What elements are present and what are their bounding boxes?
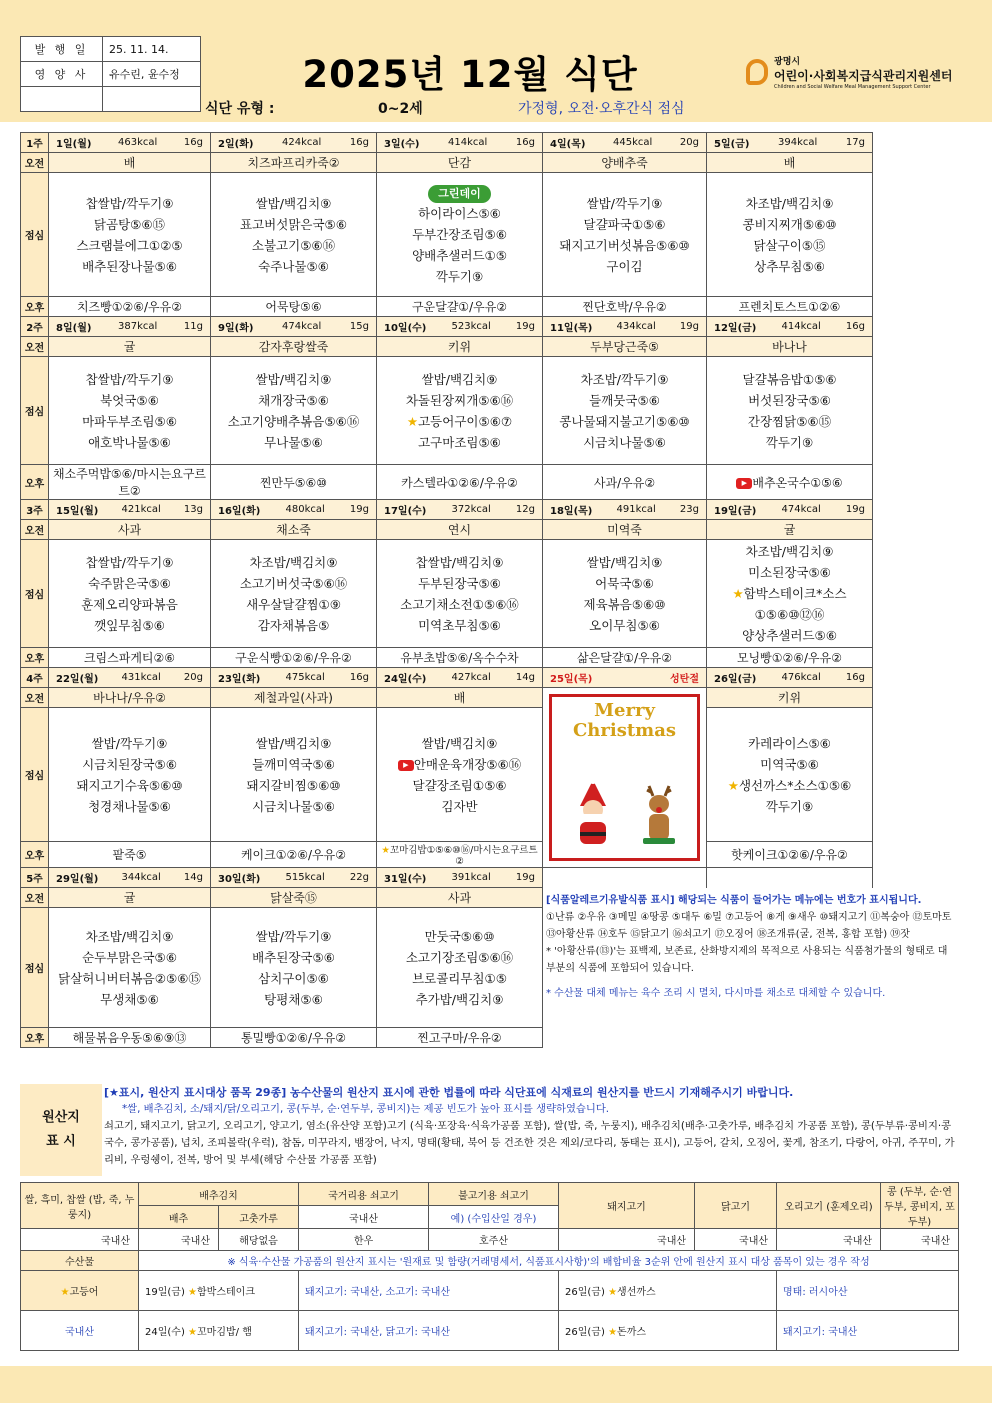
christmas-card bbox=[543, 688, 707, 868]
am-snack: 사과 bbox=[377, 888, 543, 908]
menu-item: 새우살달걀찜①⑨ bbox=[246, 596, 341, 612]
am-snack: 연시 bbox=[377, 520, 543, 540]
row-label-pm: 오후 bbox=[21, 842, 49, 868]
menu-item: 차조밥/백김치⑨ bbox=[745, 544, 834, 559]
menu-item: 달걀파국①⑤⑥ bbox=[583, 216, 666, 232]
day-date: 29일(월) bbox=[56, 874, 99, 885]
origin-label: 원산지 표 시 bbox=[20, 1084, 102, 1176]
menu-item: 배추된장국⑤⑥ bbox=[252, 949, 335, 965]
video-icon: ▶ bbox=[736, 478, 752, 489]
am-snack: 양배추죽 bbox=[543, 153, 707, 173]
reindeer-icon bbox=[639, 782, 679, 848]
publish-info bbox=[20, 36, 201, 112]
day-header bbox=[543, 133, 707, 153]
pm-snack: 팥죽⑤ bbox=[49, 842, 211, 868]
menu-item: 구이김 bbox=[606, 258, 643, 274]
center-logo: 광명시 어린이·사회복지급식관리지원센터 Children and Social Welfare Meal Management Support Center bbox=[746, 54, 952, 90]
menu-item: 하이라이스⑤⑥ bbox=[418, 206, 501, 221]
menu-item: 버섯된장국⑤⑥ bbox=[748, 392, 831, 408]
logo-icon bbox=[746, 59, 768, 85]
menu-item: 숙주맑은국⑤⑥ bbox=[88, 575, 171, 591]
menu-item: 소고기양배추볶음⑤⑥⑯ bbox=[227, 413, 360, 429]
menu-item: 닭살허니버터볶음②⑤⑥⑮ bbox=[58, 970, 201, 986]
star-icon: ★ bbox=[608, 1327, 618, 1338]
kcal: 480kcal bbox=[285, 504, 325, 515]
lunch-menu bbox=[49, 908, 211, 1028]
menu-item: 들깨뭇국⑤⑥ bbox=[589, 392, 660, 408]
row-label-lunch: 점심 bbox=[21, 173, 49, 297]
menu-item: 배추된장나물⑤⑥ bbox=[82, 258, 177, 274]
lunch-menu bbox=[543, 540, 707, 648]
am-snack: 키위 bbox=[377, 337, 543, 357]
nutritionist-label: 영 양 사 bbox=[21, 62, 103, 87]
menu-item: 돼지고기수육⑤⑥⑩ bbox=[76, 777, 183, 793]
menu-item: 쌀밥/깍두기⑨ bbox=[91, 735, 168, 751]
menu-item: 양상추샐러드⑤⑥ bbox=[742, 628, 837, 643]
protein: 16g bbox=[349, 137, 369, 148]
pub-date: 25. 11. 14. bbox=[103, 37, 201, 62]
menu-item: 찹쌀밥/깍두기⑨ bbox=[85, 554, 174, 570]
age-group: 0~2세 bbox=[378, 101, 423, 117]
pm-snack: ★꼬마김밥①⑤⑥⑩⑯/마시는요구르트② bbox=[377, 842, 543, 868]
star-icon: ★ bbox=[406, 413, 419, 429]
star-icon: ★ bbox=[60, 1287, 70, 1298]
menu-item: 달걀장조림①⑤⑥ bbox=[412, 777, 507, 793]
kcal: 387kcal bbox=[118, 321, 158, 332]
am-snack: 귤 bbox=[49, 888, 211, 908]
kcal: 431kcal bbox=[121, 672, 161, 683]
pm-snack: 찐만두⑤⑥⑩ bbox=[211, 465, 377, 500]
day-header bbox=[707, 317, 873, 337]
menu-item: 훈제오리양파볶음 bbox=[81, 596, 178, 612]
am-snack: 미역죽 bbox=[543, 520, 707, 540]
row-label-am: 오전 bbox=[21, 520, 49, 540]
week-label: 4주 bbox=[21, 668, 49, 688]
protein: 23g bbox=[679, 504, 699, 515]
row-label-pm: 오후 bbox=[21, 297, 49, 317]
week-label: 5주 bbox=[21, 868, 49, 888]
protein: 16g bbox=[845, 672, 865, 683]
menu-item: 만둣국⑤⑥⑩ bbox=[424, 928, 495, 944]
footer-band bbox=[0, 1366, 992, 1403]
lunch-menu bbox=[707, 540, 873, 648]
menu-item: 무생채⑤⑥ bbox=[100, 991, 159, 1007]
row-label-am: 오전 bbox=[21, 337, 49, 357]
menu-item: 시금치나물⑤⑥ bbox=[252, 798, 335, 814]
day-header bbox=[543, 668, 707, 688]
santa-icon bbox=[572, 778, 614, 848]
origin-table: 쌀, 흑미, 찹쌀 (밥, 죽, 누룽지) 배추김치 국거리용 쇠고기 불고기용 쇠고기 돼지고기 닭고기 오리고기 (훈제오리) 콩 (두부, 순·연두부, 콩비지, 포두부) 배추 고춧가루 국내산 예) (수입산일 경우) 국내산 국내산 해당없음 한우 호주산 국내산 국내산 국내산 국내산 수산물 ※ 식육·수산물 가공품의 원산지 표시는 '원재료 및 함량(거래명세서, 식품표시사항)'의 배합비율 3순위 안에 원산지 표시 대상 품목이 있는 경우 작성 ★고등어 19일(금) ★함박스테이크 돼지고기: 국내산, 소고기: 국내산 26일(금) ★생선까스 명태: 러시아산 국내산 24일(수) ★꼬마김밥/ 햄 돼지고기: 국내산, 닭고기: 국내산 26일(금) ★돈까스 돼지고기: 국내산 bbox=[20, 1182, 959, 1351]
kcal: 445kcal bbox=[613, 137, 653, 148]
lunch-menu bbox=[707, 173, 873, 297]
protein: 22g bbox=[349, 872, 369, 883]
menu-item: 찹쌀밥/깍두기⑨ bbox=[85, 371, 174, 387]
protein: 16g bbox=[845, 321, 865, 332]
menu-item: 쌀밥/백김치⑨ bbox=[255, 195, 332, 211]
lunch-menu bbox=[211, 540, 377, 648]
day-header bbox=[49, 668, 211, 688]
pm-snack: 핫케이크①②⑥/우유② bbox=[707, 842, 873, 868]
protein: 19g bbox=[349, 504, 369, 515]
menu-item: 시금치나물⑤⑥ bbox=[583, 434, 666, 450]
lunch-menu bbox=[49, 357, 211, 465]
menu-item: 미역국⑤⑥ bbox=[760, 756, 819, 772]
day-date: 15일(월) bbox=[56, 506, 99, 517]
lunch-menu bbox=[49, 173, 211, 297]
menu-item: 스크램블에그①②⑤ bbox=[76, 237, 183, 253]
day-date: 5일(금) bbox=[714, 139, 750, 150]
pm-snack: 채소주먹밥⑤⑥/마시는요구르트② bbox=[49, 465, 211, 500]
pm-snack: 카스텔라①②⑥/우유② bbox=[377, 465, 543, 500]
video-icon: ▶ bbox=[398, 760, 414, 771]
menu-item: 미소된장국⑤⑥ bbox=[748, 565, 831, 580]
menu-item: 쌀밥/백김치⑨ bbox=[421, 371, 498, 387]
day-date: 31일(수) bbox=[384, 874, 427, 885]
day-header bbox=[377, 500, 543, 520]
menu-item: 차조밥/백김치⑨ bbox=[249, 554, 338, 570]
menu-item: 두부된장국⑤⑥ bbox=[418, 575, 501, 591]
menu-item: 카레라이스⑤⑥ bbox=[748, 735, 831, 751]
menu-item: 닭살구이⑤⑮ bbox=[753, 237, 826, 253]
protein: 19g bbox=[515, 872, 535, 883]
day-date: 17일(수) bbox=[384, 506, 427, 517]
day-header bbox=[707, 668, 873, 688]
protein: 11g bbox=[183, 321, 203, 332]
am-snack: 사과 bbox=[49, 520, 211, 540]
menu-item: 시금치된장국⑤⑥ bbox=[82, 756, 177, 772]
diet-type-desc: 가정형, 오전·오후간식 점심 bbox=[518, 101, 685, 117]
am-snack: 감자후랑쌀죽 bbox=[211, 337, 377, 357]
menu-item: 순두부맑은국⑤⑥ bbox=[82, 949, 177, 965]
menu-item: 두부간장조림⑤⑥ bbox=[412, 227, 507, 242]
day-date: 9일(화) bbox=[218, 323, 254, 334]
menu-item: ▶ 안매운육개장⑤⑥⑯ bbox=[378, 754, 541, 775]
week-label: 2주 bbox=[21, 317, 49, 337]
protein: 14g bbox=[515, 672, 535, 683]
day-date: 18일(목) bbox=[550, 506, 593, 517]
kcal: 424kcal bbox=[282, 137, 322, 148]
day-header bbox=[49, 868, 211, 888]
pm-snack: 프렌치토스트①②⑥ bbox=[707, 297, 873, 317]
row-label-lunch: 점심 bbox=[21, 357, 49, 465]
lunch-menu bbox=[377, 173, 543, 297]
menu-item: 숙주나물⑤⑥ bbox=[258, 258, 329, 274]
kcal: 344kcal bbox=[121, 872, 161, 883]
am-snack: 배 bbox=[377, 688, 543, 708]
day-date: 11일(목) bbox=[550, 323, 593, 334]
menu-item: 깻잎무침⑤⑥ bbox=[94, 617, 165, 633]
day-header bbox=[543, 500, 707, 520]
menu-item: 콩나물돼지불고기⑤⑥⑩ bbox=[559, 413, 690, 429]
menu-item: 쌀밥/백김치⑨ bbox=[421, 735, 498, 751]
am-snack: 단감 bbox=[377, 153, 543, 173]
day-header bbox=[377, 317, 543, 337]
am-snack: 바나나/우유② bbox=[49, 688, 211, 708]
menu-item: 쌀밥/백김치⑨ bbox=[255, 371, 332, 387]
menu-item: 들깨미역국⑤⑥ bbox=[252, 756, 335, 772]
lunch-menu bbox=[707, 708, 873, 842]
menu-item: 마파두부조림⑤⑥ bbox=[82, 413, 177, 429]
lunch-menu bbox=[707, 357, 873, 465]
am-snack: 채소죽 bbox=[211, 520, 377, 540]
protein: 14g bbox=[183, 872, 203, 883]
lunch-menu bbox=[377, 357, 543, 465]
star-icon: ★ bbox=[732, 586, 744, 601]
menu-item: 돼지고기버섯볶음⑤⑥⑩ bbox=[559, 237, 690, 253]
kcal: 463kcal bbox=[118, 137, 158, 148]
kcal: 475kcal bbox=[285, 672, 325, 683]
day-header bbox=[211, 133, 377, 153]
holiday-label: 성탄절 bbox=[670, 674, 699, 685]
kcal: 523kcal bbox=[451, 321, 491, 332]
origin-notice: [★표시, 원산지 표시대상 품목 29종] 농수산물의 원산지 표시에 관한 법률에 따라 식단표에 식재료의 원산지를 반드시 기재해주시기 바랍니다. *쌀, 배추김치, 소/돼지/닭/오리고기, 콩(두부, 순·연두부, 콩비지)는 제공 빈도가 높아 표시를 생략하였습니다. 쇠고기, 돼지고기, 닭고기, 오리고기, 양고기, 염소(유산양 포함)고기 (식육·포장육·식육가공품 포함), 쌀(밥, 죽, 누룽지), 배추김치(배추·고춧가루, 배추김치 가공품 포함), 콩(두부류·콩비지·콩국수, 콩가공품), 넙치, 조피볼락(우럭), 참돔, 미꾸라지, 뱀장어, 낙지, 명태(황태, 북어 등 건조한 것은 제외/코다리, 동태는 표시), 고등어, 갈치, 오징어, 꽃게, 참조기, 다랑어, 아귀, 주꾸미, 가리비, 우렁쉥이, 전복, 방어 및 부세(해당 수산물 가공품 포함) bbox=[104, 1086, 955, 1166]
day-date: 19일(금) bbox=[714, 506, 757, 517]
day-header bbox=[211, 868, 377, 888]
kcal: 414kcal bbox=[781, 321, 821, 332]
menu-item: 쌀밥/깍두기⑨ bbox=[586, 195, 663, 211]
menu-item: ★생선까스*소스①⑤⑥ bbox=[727, 777, 852, 793]
row-label-pm: 오후 bbox=[21, 465, 49, 500]
protein: 13g bbox=[183, 504, 203, 515]
menu-item: 닭곰탕⑤⑥⑮ bbox=[93, 216, 166, 232]
lunch-menu bbox=[49, 540, 211, 648]
menu-item: 소불고기⑤⑥⑯ bbox=[251, 237, 336, 253]
day-date: 12일(금) bbox=[714, 323, 757, 334]
lunch-menu bbox=[211, 708, 377, 842]
menu-item: 달걀볶음밥①⑤⑥ bbox=[742, 371, 837, 387]
pm-snack: 찐고구마/우유② bbox=[377, 1028, 543, 1048]
pm-snack: 유부초밥⑤⑥/옥수수차 bbox=[377, 648, 543, 668]
am-snack: 치즈파프리카죽② bbox=[211, 153, 377, 173]
menu-item: 감자채볶음⑤ bbox=[257, 617, 330, 633]
day-header bbox=[211, 500, 377, 520]
menu-item: ★고등어구이⑤⑥⑦ bbox=[406, 413, 513, 429]
kcal: 372kcal bbox=[451, 504, 491, 515]
day-header bbox=[211, 668, 377, 688]
menu-item: 차조밥/깍두기⑨ bbox=[580, 371, 669, 387]
diet-type-label: 식단 유형 : bbox=[205, 101, 275, 117]
kcal: 491kcal bbox=[616, 504, 656, 515]
day-header bbox=[543, 317, 707, 337]
star-icon: ★ bbox=[188, 1287, 198, 1298]
menu-item: 채개장국⑤⑥ bbox=[258, 392, 329, 408]
menu-item: 찹쌀밥/백김치⑨ bbox=[415, 554, 504, 570]
kcal: 414kcal bbox=[448, 137, 488, 148]
am-snack: 귤 bbox=[49, 337, 211, 357]
menu-item: 추가밥/백김치⑨ bbox=[415, 991, 504, 1007]
protein: 19g bbox=[845, 504, 865, 515]
lunch-menu bbox=[377, 908, 543, 1028]
menu-item: 차돌된장찌개⑤⑥⑯ bbox=[405, 392, 514, 408]
day-header bbox=[211, 317, 377, 337]
menu-item: 쌀밥/백김치⑨ bbox=[586, 554, 663, 570]
day-date: 23일(화) bbox=[218, 674, 261, 685]
day-date: 4일(목) bbox=[550, 139, 586, 150]
row-label-am: 오전 bbox=[21, 153, 49, 173]
am-snack: 두부당근죽⑤ bbox=[543, 337, 707, 357]
menu-item: 깍두기⑨ bbox=[435, 269, 484, 284]
menu-item: 무나물⑤⑥ bbox=[264, 434, 323, 450]
kcal: 474kcal bbox=[781, 504, 821, 515]
menu-item: 쌀밥/깍두기⑨ bbox=[255, 928, 332, 944]
day-date: 22일(월) bbox=[56, 674, 99, 685]
star-icon: ★ bbox=[608, 1287, 618, 1298]
star-icon: ★ bbox=[381, 845, 390, 856]
menu-item: 제육볶음⑤⑥⑩ bbox=[583, 596, 666, 612]
menu-item: 김자반 bbox=[441, 798, 478, 814]
pm-snack: 삶은달걀①/우유② bbox=[543, 648, 707, 668]
lunch-menu bbox=[211, 173, 377, 297]
am-snack: 닭살죽⑮ bbox=[211, 888, 377, 908]
menu-item: ★함박스테이크*소스 bbox=[732, 586, 847, 601]
am-snack: 제철과일(사과) bbox=[211, 688, 377, 708]
green-day-badge: 그린데이 bbox=[428, 185, 491, 203]
week-label: 3주 bbox=[21, 500, 49, 520]
pm-snack: 치즈빵①②⑥/우유② bbox=[49, 297, 211, 317]
row-label-pm: 오후 bbox=[21, 1028, 49, 1048]
protein: 16g bbox=[349, 672, 369, 683]
protein: 12g bbox=[515, 504, 535, 515]
menu-item: 어묵국⑤⑥ bbox=[595, 575, 654, 591]
lunch-menu bbox=[377, 708, 543, 842]
row-label-am: 오전 bbox=[21, 888, 49, 908]
menu-item: 찹쌀밥/깍두기⑨ bbox=[85, 195, 174, 211]
pm-snack: 구운달걀①/우유② bbox=[377, 297, 543, 317]
pm-snack: 사과/우유② bbox=[543, 465, 707, 500]
kcal: 391kcal bbox=[451, 872, 491, 883]
day-header bbox=[377, 133, 543, 153]
kcal: 515kcal bbox=[285, 872, 325, 883]
pm-snack: 해물볶음우동⑤⑥⑨⑬ bbox=[49, 1028, 211, 1048]
day-header bbox=[707, 133, 873, 153]
menu-item: 양배추샐러드①⑤ bbox=[412, 248, 507, 263]
row-label-lunch: 점심 bbox=[21, 708, 49, 842]
menu-item: 삼치구이⑤⑥ bbox=[258, 970, 329, 986]
row-label-am: 오전 bbox=[21, 688, 49, 708]
menu-item: 표고버섯맑은국⑤⑥ bbox=[240, 216, 347, 232]
protein: 20g bbox=[679, 137, 699, 148]
lunch-menu bbox=[49, 708, 211, 842]
day-header bbox=[49, 500, 211, 520]
menu-item: 애호박나물⑤⑥ bbox=[88, 434, 171, 450]
menu-item: ①⑤⑥⑩⑫⑯ bbox=[754, 607, 825, 622]
kcal: 474kcal bbox=[282, 321, 322, 332]
menu-item: 깍두기⑨ bbox=[765, 434, 814, 450]
day-date: 8일(월) bbox=[56, 323, 92, 334]
row-label-pm: 오후 bbox=[21, 648, 49, 668]
day-header bbox=[377, 668, 543, 688]
menu-item: 소고기장조림⑤⑥⑯ bbox=[405, 949, 514, 965]
day-date: 16일(화) bbox=[218, 506, 261, 517]
pm-snack: ▶ 배추온국수①⑤⑥ bbox=[707, 465, 873, 500]
lunch-menu bbox=[211, 357, 377, 465]
menu-item: 깍두기⑨ bbox=[765, 798, 814, 814]
lunch-menu bbox=[377, 540, 543, 648]
day-date: 30일(화) bbox=[218, 874, 261, 885]
protein: 19g bbox=[679, 321, 699, 332]
pub-date-label: 발 행 일 bbox=[21, 37, 103, 62]
protein: 20g bbox=[183, 672, 203, 683]
menu-item: 탕평채⑤⑥ bbox=[264, 991, 323, 1007]
menu-item: 브로콜리무침①⑤ bbox=[412, 970, 507, 986]
pm-snack: 찐단호박/우유② bbox=[543, 297, 707, 317]
pm-snack: 어묵탕⑤⑥ bbox=[211, 297, 377, 317]
lunch-menu bbox=[211, 908, 377, 1028]
am-snack: 배 bbox=[49, 153, 211, 173]
day-date: 24일(수) bbox=[384, 674, 427, 685]
menu-item: 콩비지찌개⑤⑥⑩ bbox=[742, 216, 837, 232]
pm-snack: 구운식빵①②⑥/우유② bbox=[211, 648, 377, 668]
kcal: 427kcal bbox=[451, 672, 491, 683]
am-snack: 바나나 bbox=[707, 337, 873, 357]
menu-item: 소고기버섯국⑤⑥⑯ bbox=[239, 575, 348, 591]
menu-item: 청경채나물⑤⑥ bbox=[88, 798, 171, 814]
star-icon: ★ bbox=[727, 777, 739, 793]
menu-item: 돼지갈비찜⑤⑥⑩ bbox=[246, 777, 341, 793]
menu-item: 북엇국⑤⑥ bbox=[100, 392, 159, 408]
day-date: 1일(월) bbox=[56, 139, 92, 150]
page-title: 2025년 12월 식단 bbox=[302, 53, 638, 96]
protein: 17g bbox=[845, 137, 865, 148]
kcal: 434kcal bbox=[616, 321, 656, 332]
menu-item: 차조밥/백김치⑨ bbox=[745, 195, 834, 211]
menu-item: 소고기채소전①⑤⑥⑯ bbox=[400, 596, 519, 612]
day-date: 3일(수) bbox=[384, 139, 420, 150]
menu-item: 상추무침⑤⑥ bbox=[754, 258, 825, 274]
menu-item: 미역초무침⑤⑥ bbox=[418, 617, 501, 633]
kcal: 421kcal bbox=[121, 504, 161, 515]
menu-item: 차조밥/백김치⑨ bbox=[85, 928, 174, 944]
kcal: 476kcal bbox=[781, 672, 821, 683]
menu-item: 오이무침⑤⑥ bbox=[589, 617, 660, 633]
lunch-menu bbox=[543, 173, 707, 297]
protein: 19g bbox=[515, 321, 535, 332]
pm-snack: 모닝빵①②⑥/우유② bbox=[707, 648, 873, 668]
menu-item: 쌀밥/백김치⑨ bbox=[255, 735, 332, 751]
kcal: 394kcal bbox=[778, 137, 818, 148]
allergy-notice: [식품알레르기유발식품 표시] 해당되는 식품이 들어가는 메뉴에는 번호가 표시됩니다. ①난류 ②우유 ③메밀 ④땅콩 ⑤대두 ⑥밀 ⑦고등어 ⑧게 ⑨새우 ⑩돼지고기 ⑪복숭아 ⑫토마토 ⑬아황산류 ⑭호두 ⑮닭고기 ⑯쇠고기 ⑰오징어 ⑱조개류(굴, 전복, 홍합 포함) ⑲잣 * '아황산류(⑬)'는 표백제, 보존료, 산화방지제의 목적으로 사용되는 식품첨가물의 형태로 대부분의 식품에 포함되어 있습니다. * 수산물 대체 메뉴는 육수 조리 시 멸치, 다시마를 채소로 대체할 수 있습니다. bbox=[546, 895, 952, 999]
protein: 16g bbox=[515, 137, 535, 148]
day-header bbox=[49, 317, 211, 337]
menu-item: 고구마조림⑤⑥ bbox=[418, 434, 501, 450]
am-snack: 귤 bbox=[707, 520, 873, 540]
am-snack: 배 bbox=[707, 153, 873, 173]
pm-snack: 케이크①②⑥/우유② bbox=[211, 842, 377, 868]
day-header bbox=[707, 500, 873, 520]
christmas-text: Merry Christmas bbox=[572, 700, 677, 741]
protein: 16g bbox=[183, 137, 203, 148]
lunch-menu bbox=[543, 357, 707, 465]
pm-snack: 통밀빵①②⑥/우유② bbox=[211, 1028, 377, 1048]
day-date: 10일(수) bbox=[384, 323, 427, 334]
day-date: 25일(목) bbox=[550, 674, 593, 685]
star-icon: ★ bbox=[188, 1327, 198, 1338]
row-label-lunch: 점심 bbox=[21, 540, 49, 648]
day-header bbox=[49, 133, 211, 153]
nutritionist: 유수린, 윤수정 bbox=[103, 62, 201, 87]
row-label-lunch: 점심 bbox=[21, 908, 49, 1028]
protein: 15g bbox=[349, 321, 369, 332]
day-date: 26일(금) bbox=[714, 674, 757, 685]
day-date: 2일(화) bbox=[218, 139, 254, 150]
day-header bbox=[377, 868, 543, 888]
am-snack: 키위 bbox=[707, 688, 873, 708]
menu-item: 간장찜닭⑤⑥⑮ bbox=[747, 413, 832, 429]
pm-snack: 크림스파게티②⑥ bbox=[49, 648, 211, 668]
week-label: 1주 bbox=[21, 133, 49, 153]
